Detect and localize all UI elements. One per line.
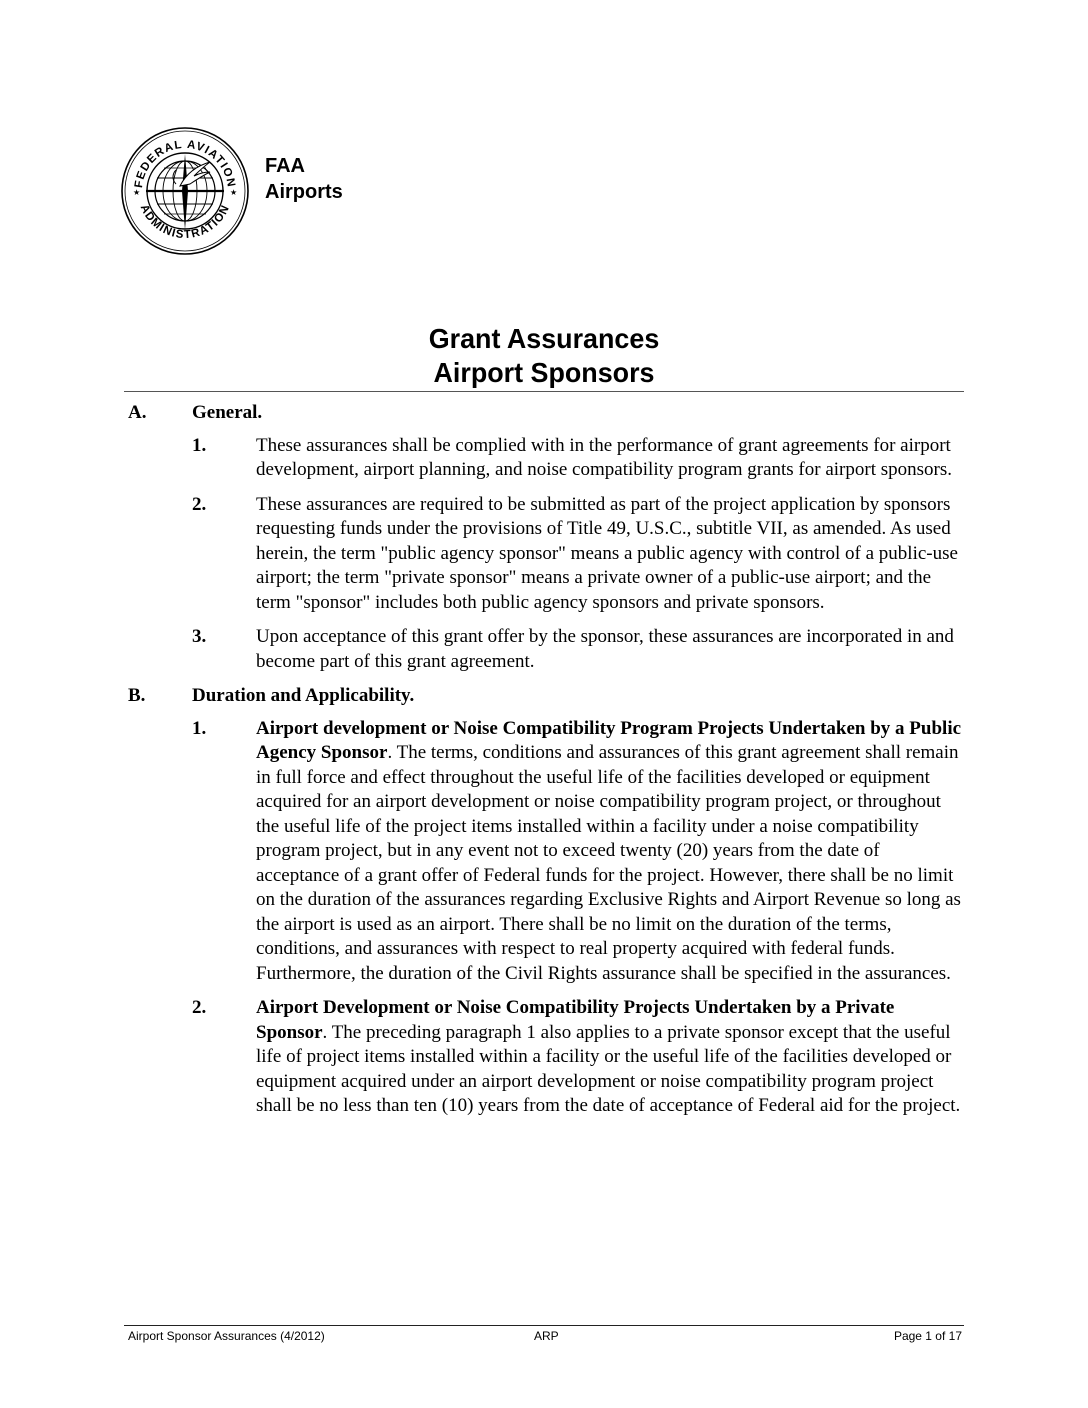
- section-heading: [124, 401, 964, 426]
- title-divider: [124, 391, 964, 392]
- page-footer: [124, 1329, 964, 1343]
- item-body: . The preceding paragraph 1 also applies to a private sponsor except that the useful life of project items installed within a facility or the useful life of the facilities developed or equipment acquired under an airport development or noise compatibility program project shall be no less than ten (10) years from the date of acceptance of Federal aid for the project.: [256, 1021, 961, 1116]
- svg-text:FEDERAL AVIATION: FEDERAL AVIATION: [133, 138, 238, 189]
- item-number: 2.: [192, 493, 207, 515]
- faa-seal-icon: [120, 126, 250, 256]
- item-number: 2.: [192, 997, 207, 1018]
- item-text: These assurances shall be complied with in the performance of grant agreements for airport development, airport planning, and noise compatibility program grants for airport sponsors.: [256, 434, 952, 480]
- title-line-1: Grant Assurances: [428, 323, 660, 354]
- item-text: Upon acceptance of this grant offer by the sponsor, these assurances are incorporated in and become part of this grant agreement.: [256, 626, 954, 672]
- svg-text:ADMINISTRATION: ADMINISTRATION: [137, 202, 233, 242]
- svg-text:★: ★: [230, 188, 238, 197]
- item-text: These assurances are required to be submitted as part of the project application by sponsors requesting funds under the provisions of Title 49, U.S.C., subtitle VII, as amended. As used herein, the term "public agency sponsor" means a public agency with control of a public-use airport; the term "private sponsor" means a private owner of a public-use airport; and the term "sponsor" includes both public agency sponsors and private sponsors.: [256, 493, 958, 613]
- svg-text:★: ★: [133, 188, 141, 197]
- list-item: [124, 434, 964, 483]
- footer-divider: [124, 1325, 964, 1326]
- item-bold-lead: Airport Development or Noise Compatibility Projects Undertaken by a Private Sponsor: [256, 997, 895, 1043]
- item-text: [256, 996, 964, 1119]
- list-item: [124, 625, 964, 674]
- section-heading: [124, 684, 964, 709]
- item-number: 3.: [192, 626, 207, 647]
- footer-office: ARP: [534, 1329, 559, 1343]
- document-body: [124, 398, 964, 1119]
- section-letter: A.: [128, 402, 147, 423]
- list-item: [124, 493, 964, 616]
- item-number: 1.: [192, 434, 207, 456]
- item-bold-lead: Airport development or Noise Compatibility Program Projects Undertaken by a Public Agency Sponsor: [256, 717, 962, 763]
- section-general: [124, 401, 964, 674]
- page-title: [22, 322, 1066, 390]
- item-body: . The terms, conditions and assurances of this grant agreement shall remain in full force and effect throughout the useful life of the facilities developed or equipment acquired for an airport development or noise compatibility program project, or throughout the useful life of the project items installed within a facility under a noise compatibility program project, but in any event not to exceed twenty (20) years from the date of acceptance of a grant offer of Federal funds for the project. However, there shall be no limit on the duration of the assurances regarding Exclusive Rights and Airport Revenue so long as the airport is used as an airport. There shall be no limit on the duration of the terms, conditions, and assurances with respect to real property acquired with federal funds. Furthermore, the duration of the Civil Rights assurance shall be specified in the assurances.: [256, 742, 961, 984]
- list-item: [124, 996, 964, 1119]
- org-line-faa: FAA: [265, 155, 305, 177]
- section-letter: B.: [128, 685, 146, 706]
- section-title: Duration and Applicability.: [192, 685, 415, 706]
- org-name: [265, 153, 343, 205]
- title-line-2: Airport Sponsors: [433, 357, 655, 388]
- footer-page-number: Page 1 of 17: [893, 1329, 962, 1343]
- section-title: General.: [192, 402, 263, 423]
- footer-doc-title: Airport Sponsor Assurances (4/2012): [128, 1329, 325, 1343]
- list-item: [124, 717, 964, 987]
- org-line-airports: Airports: [265, 181, 343, 203]
- item-number: 1.: [192, 717, 207, 739]
- item-text: [256, 717, 964, 987]
- section-duration-applicability: [124, 684, 964, 1119]
